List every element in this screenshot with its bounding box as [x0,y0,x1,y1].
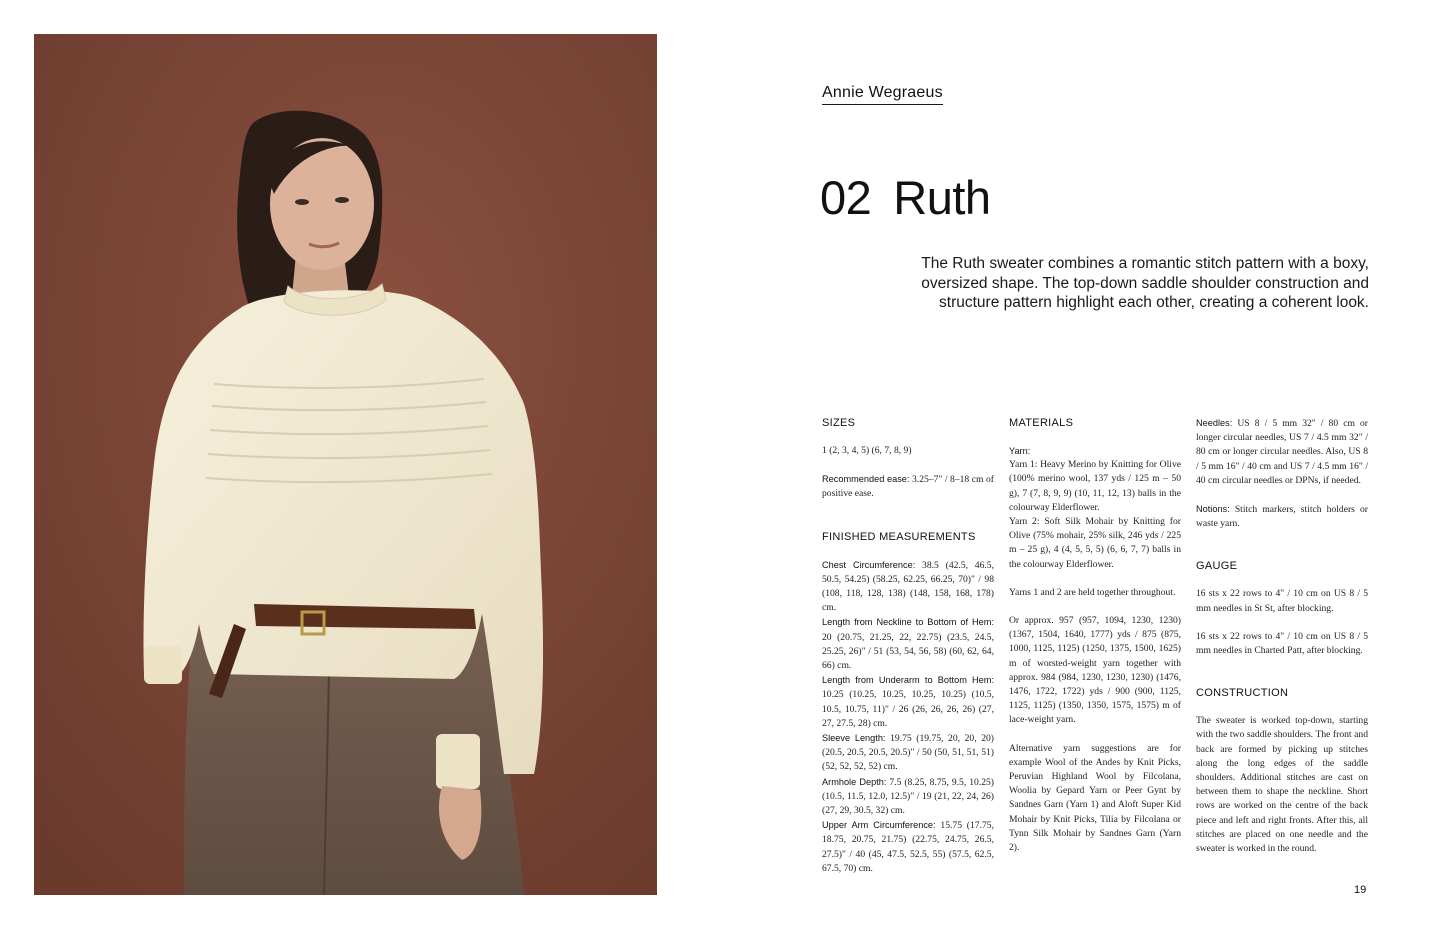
yarn-alternatives-text: Alternative yarn suggestions are for example Wool of the Andes by Knit Picks, Peruvian Highland Wool by Filcolana, Woolia by Gepard Yarn or Peer Gynt by Sandnes Garn (Yarn 1) and Aloft Super Kid Mohair by Knit Picks, Tilia by Filcolana or Tynn Silk Mohair by Sandnes Garn (Yarn 2). [1009,742,1181,854]
construction-text: The sweater is worked top-down, starting with the two saddle shoulders. The front and back are formed by picking up stitches along the long edges of the saddle shoulders. Additional stitches are cast on between them to shape the neckline. Short rows are worked on the centre of the back piece and left and right fronts. After this, all stitches are placed on one needle and the sweater is worked in the round. [1196,715,1368,855]
measurement-text: 19.75 (19.75, 20, 20, 20) (20.5, 20.5, 20.5, 20.5)" / 50 (50, 51, 51, 51) (52, 52, 52, 52) cm. [822,733,994,773]
measurement-text: 10.25 (10.25, 10.25, 10.25, 10.25) (10.5, 10.5, 10.75, 11)" / 26 (26, 26, 26, 26) (27, 27, 27.5, 28) cm. [822,689,994,729]
construction-heading: CONSTRUCTION [1196,687,1289,700]
measurement-text: 38.5 (42.5, 46.5, 50.5, 54.25) (58.25, 62.25, 66.25, 70)" / 98 (108, 118, 128, 138) (148, 158, 168, 178) cm. [822,559,994,614]
measurement-text: 7.5 (8.25, 8.75, 9.5, 10.25) (10.5, 11.5, 12.0, 12.5)" / 19 (21, 22, 24, 26) (27, 29, 30.5, 32) cm. [822,776,994,817]
pattern-name: Ruth [893,171,991,224]
gauge-line-2: 16 sts x 22 rows to 4" / 10 cm on US 8 / 5 mm needles in Charted Patt, after blocking. [1196,630,1368,657]
measurement-label: Sleeve Length: [822,733,886,744]
model-photo-illustration [34,34,657,895]
gauge-line-1: 16 sts x 22 rows to 4" / 10 cm on US 8 / 5 mm needles in St St, after blocking. [1196,588,1368,614]
sizes-heading: SIZES [822,417,856,429]
measurement-label: Upper Arm Circumference: [822,820,936,831]
measurement-text: 20 (20.75, 21.25, 22, 22.75) (23.5, 24.5, 25.25, 26)" / 51 (53, 54, 56, 58) (60, 62, 64, 66) cm. [822,631,994,672]
gauge-heading: GAUGE [1196,560,1238,573]
measurement-item [822,558,994,616]
materials-heading: MATERIALS [1009,417,1074,429]
yarn1-text: Yarn 1: Heavy Merino by Knitting for Olive (100% merino wool, 137 yds / 125 m – 50 g), 7 (7, 8, 9, 9) (10, 11, 12, 13) balls in the colourway Elderflower. [1009,459,1181,513]
needles-label: Needles: [1196,418,1233,428]
needles-text: US 8 / 5 mm 32" / 80 cm or longer circular needles, US 7 / 4.5 mm 32" / 80 cm or longer circular needles. Also, US 8 / 5 mm 16" / 40 cm and US 7 / 4.5 mm 16" / 40 cm circular needles or DPNs, if needed. [1196,418,1369,486]
pattern-title [820,170,991,225]
notions-label: Notions: [1196,504,1230,515]
yarn-held-note: Yarns 1 and 2 are held together throughout. [1009,586,1176,598]
ease-paragraph [822,472,994,501]
ease-text: 3.25–7" / 8–18 cm of positive ease. [822,474,994,500]
notions-text: Stitch markers, stitch holders or waste yarn. [1196,504,1368,530]
measurement-text: 15.75 (17.75, 18.75, 20.75, 21.75) (22.75, 24.75, 26.5, 27.5)" / 40 (45, 47.5, 52.5, 55) (57.5, 62.5, 67.5, 70) cm. [822,820,994,874]
measurement-item [822,673,994,731]
measurement-label: Chest Circumference: [822,559,916,570]
yarn-label: Yarn: [1009,446,1031,456]
needles-paragraph [1196,416,1368,488]
intro-text: The Ruth sweater combines a romantic stitch pattern with a boxy, oversized shape. The top-down saddle shoulder construction and structure pattern highlight each other, creating a coherent look. [921,255,1369,311]
measurement-item [822,775,994,819]
author-name: Annie Wegraeus [822,84,943,105]
measurement-label: Length from Underarm to Bottom Hem: [822,675,994,686]
finished-measurements-heading: FINISHED MEASUREMENTS [822,530,976,543]
measurement-item [822,818,994,876]
measurement-label: Length from Neckline to Bottom of Hem: [822,617,994,628]
ease-label: Recommended ease: [822,474,910,485]
pattern-number: 02 [820,171,872,224]
column-needles [1196,416,1368,856]
page-number: 19 [1354,884,1367,896]
measurement-label: Armhole Depth: [822,776,887,787]
column-sizes [822,416,994,876]
yarn-approx-text: Or approx. 957 (957, 1094, 1230, 1230) (1367, 1504, 1640, 1777) yds / 875 (875, 1000, 1125, 1125) (1250, 1375, 1500, 1625) m of worsted-weight yarn together with approx. 984 (984, 1230, 1230, 1230) (1476, 1476, 1722, 1722) yds / 900 (900, 1125, 1125, 1125) (1350, 1350, 1575, 1575) m of lace-weight yarn. [1009,615,1181,726]
yarn2-text: Yarn 2: Soft Silk Mohair by Knitting for Olive (75% mohair, 25% silk, 246 yds / 225 m – 25 g), 4 (4, 5, 5, 5) (6, 6, 7, 7) balls in the colourway Elderflower. [1009,516,1181,570]
model-photo [34,34,657,895]
sizes-list: 1 (2, 3, 4, 5) (6, 7, 8, 9) [822,445,912,456]
column-materials [1009,416,1181,855]
measurement-item [822,615,994,673]
measurement-item [822,731,994,775]
notions-paragraph [1196,502,1368,531]
